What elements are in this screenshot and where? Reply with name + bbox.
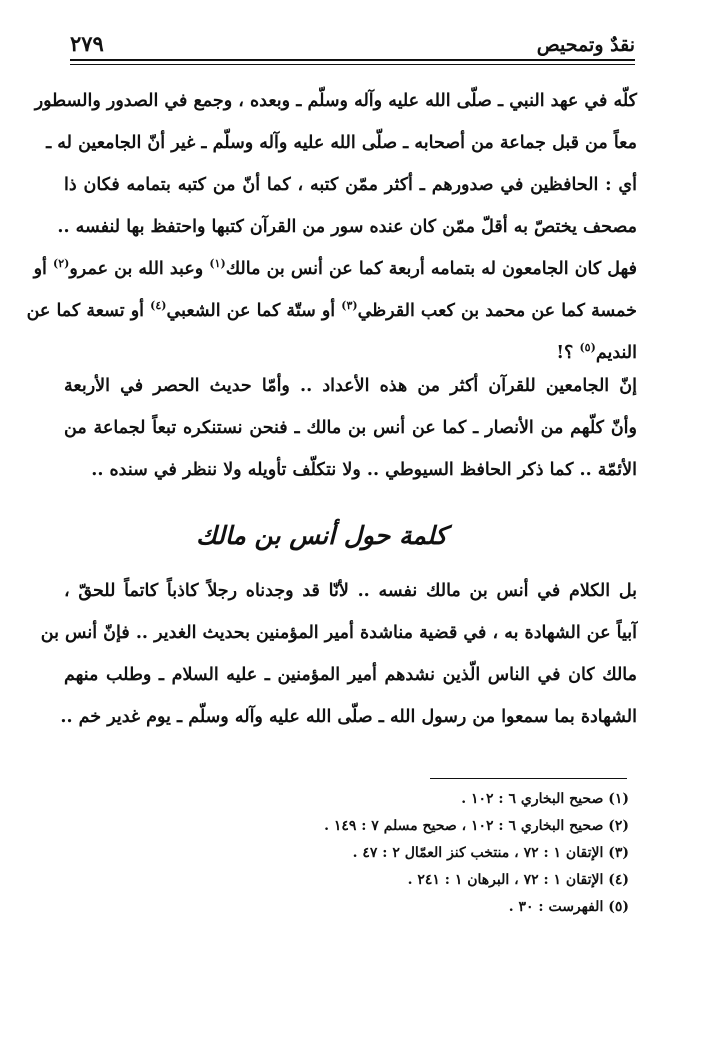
text-segment: أو ستّة كما عن الشعبي xyxy=(166,301,336,321)
paragraph-2 xyxy=(64,365,637,491)
text-line: وأنّ كلّهم من الأنصار ـ كما عن أنس بن مالك ـ فنحن نستنكره تبعاً لجماعة من xyxy=(64,418,637,438)
text-segment: فهل كان الجامعون له بتمامه أربعة كما عن أنس بن مالك xyxy=(225,259,637,279)
text-segment: أو xyxy=(33,259,47,279)
running-head xyxy=(70,22,635,56)
text-line: أي : الحافظين في صدورهم ـ أكثر ممّن كتبه ، كما أنّ من كتبه بتمامه فكان ذا xyxy=(64,175,637,195)
text-segment: أو تسعة كما عن xyxy=(26,301,145,321)
text-line: معاً من قبل جماعة من أصحابه ـ صلّى الله عليه وآله وسلّم ـ غير أنّ الجامعين له ـ xyxy=(46,133,637,153)
text-line: بل الكلام في أنس بن مالك نفسه .. لأنّا قد وجدناه رجلاً كاذباً كاتماً للحقّ ، xyxy=(64,581,637,601)
footnote-ref-2: (٢) xyxy=(53,257,70,271)
footnote-item: (٤) الإتقان ١ : ٧٢ ، البرهان ١ : ٢٤١ . xyxy=(407,872,629,888)
text-line: آبياً عن الشهادة به ، في قضية مناشدة أمير المؤمنين بحديث الغدير .. فإنّ أنس بن xyxy=(40,623,637,643)
footnote-ref-3: (٣) xyxy=(341,299,358,313)
text-line xyxy=(26,290,637,332)
text-segment: ؟! xyxy=(556,343,574,363)
page-number: ٢٧٩ xyxy=(70,31,104,56)
footnote-item: (٣) الإتقان ١ : ٧٢ ، منتخب كنز العمّال ٢ : ٤٧ . xyxy=(352,845,629,861)
text-line xyxy=(33,248,637,290)
section-heading: كلمة حول أنس بن مالك xyxy=(196,521,447,550)
footnote-ref-1: (١) xyxy=(209,257,226,271)
text-line: إنّ الجامعين للقرآن أكثر من هذه الأعداد .. وأمّا حديث الحصر في الأربعة xyxy=(64,376,637,396)
paragraph-1 xyxy=(26,80,637,374)
footnote-item: (٥) الفهرست : ٣٠ . xyxy=(508,899,629,915)
header-rule-thin xyxy=(70,64,635,65)
footnote-item: (٢) صحيح البخاري ٦ : ١٠٢ ، صحيح مسلم ٧ : ١٤٩ . xyxy=(324,818,629,834)
text-line: مالك كان في الناس الّذين نشدهم أمير المؤمنين ـ عليه السلام ـ وطلب منهم xyxy=(64,665,637,685)
footnote-ref-5: (٥) xyxy=(579,341,596,355)
footnote-item: (١) صحيح البخاري ٦ : ١٠٢ . xyxy=(461,791,629,807)
text-segment: وعبد الله بن عمرو xyxy=(69,259,204,279)
header-rule-thick xyxy=(70,59,635,61)
text-line: الشهادة بما سمعوا من رسول الله ـ صلّى الله عليه وآله وسلّم ـ يوم غدير خم .. xyxy=(60,707,637,727)
paragraph-3 xyxy=(40,570,637,738)
footnotes xyxy=(60,786,629,921)
text-segment: خمسة كما عن محمد بن كعب القرظي xyxy=(357,301,637,321)
footnote-rule xyxy=(430,778,627,779)
footnote-ref-4: (٤) xyxy=(150,299,167,313)
text-line: كلّه في عهد النبي ـ صلّى الله عليه وآله وسلّم ـ وبعده ، وجمع في الصدور والسطور xyxy=(34,91,637,111)
running-title: نقدٌ وتمحيص xyxy=(536,34,635,56)
text-line: الأئمّة .. كما ذكر الحافظ السيوطي .. ولا نتكلّف تأويله ولا ننظر في سنده .. xyxy=(91,460,637,480)
text-segment: النديم xyxy=(595,343,637,363)
text-line: مصحف يختصّ به أقلّ ممّن كان عنده سور من القرآن كتبها واحتفظ بها لنفسه .. xyxy=(57,217,637,237)
